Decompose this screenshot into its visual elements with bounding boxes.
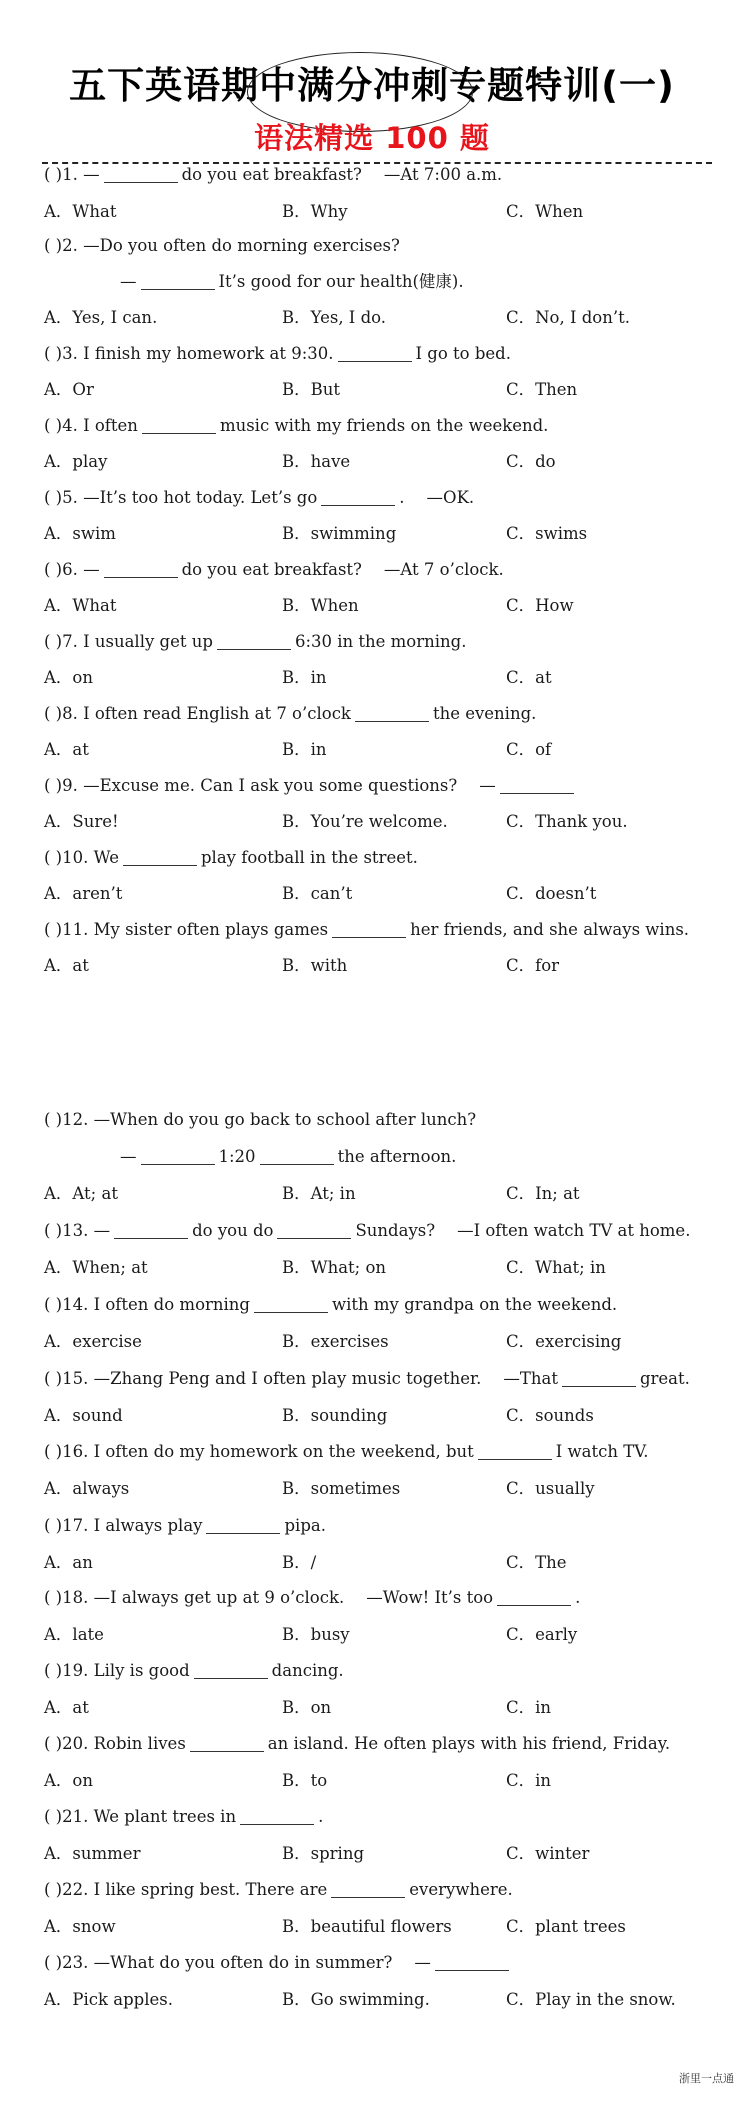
option-c[interactable]: C．exercising (506, 1332, 622, 1351)
answer-blank[interactable] (497, 1589, 571, 1606)
answer-bracket[interactable]: ( )8. (44, 704, 84, 723)
option-c[interactable]: C．winter (506, 1844, 590, 1863)
stem-fragment: I usually get up (83, 632, 213, 651)
option-a[interactable]: A．aren’t (44, 884, 123, 903)
option-b[interactable]: B．busy (282, 1625, 350, 1644)
stem-fragment: I often do my homework on the weekend, but (93, 1442, 474, 1461)
option-b[interactable]: B．sometimes (282, 1479, 401, 1498)
option-a[interactable]: A．Yes, I can. (44, 308, 158, 327)
stem-fragment: — (120, 1147, 137, 1166)
question-text (44, 158, 502, 192)
question-1-options (44, 195, 724, 229)
stem-fragment: Lily is good (93, 1661, 190, 1680)
answer-blank[interactable] (240, 1808, 314, 1825)
page-title: 五下英语期中满分冲刺专题特训(一) (69, 64, 675, 107)
option-c[interactable]: C．When (506, 202, 584, 221)
answer-blank[interactable] (194, 1662, 268, 1679)
question-17-stem (44, 1509, 724, 1543)
answer-bracket[interactable]: ( )21. (44, 1807, 94, 1826)
question-2-options (44, 301, 724, 335)
answer-bracket[interactable]: ( )23. (44, 1953, 94, 1972)
answer-bracket[interactable]: ( )15. (44, 1369, 94, 1388)
stem-fragment: music with my friends on the weekend. (219, 416, 549, 435)
option-c[interactable]: C．In; at (506, 1184, 580, 1203)
stem-fragment: an island. He often plays with his friend, Friday. (267, 1734, 671, 1753)
stem-fragment: —OK. (426, 488, 475, 507)
answer-bracket[interactable]: ( )2. (44, 236, 84, 255)
stem-fragment: —Do you often do morning exercises? (83, 236, 400, 255)
option-a[interactable]: A．What (44, 596, 117, 615)
answer-bracket[interactable]: ( )6. (44, 560, 84, 579)
question-text (44, 1727, 670, 1761)
answer-bracket[interactable]: ( )5. (44, 488, 84, 507)
question-10-options (44, 877, 724, 911)
question-22-stem (44, 1873, 724, 1907)
option-b[interactable]: B．spring (282, 1844, 365, 1863)
question-9-stem (44, 769, 724, 803)
option-b[interactable]: B．What; on (282, 1258, 387, 1277)
option-b[interactable]: B．in (282, 668, 327, 687)
option-c[interactable]: C．swims (506, 524, 588, 543)
stem-fragment: —I often watch TV at home. (457, 1221, 691, 1240)
stem-fragment: do you eat breakfast? (181, 560, 362, 579)
option-c[interactable]: C．usually (506, 1479, 595, 1498)
stem-fragment: —Zhang Peng and I often play music together. (93, 1369, 482, 1388)
option-c[interactable]: C．Then (506, 380, 578, 399)
question-text (44, 337, 511, 371)
question-5-stem (44, 481, 724, 515)
question-13-options (44, 1251, 724, 1285)
question-16-options (44, 1472, 724, 1506)
question-text (44, 769, 578, 803)
stem-fragment: —At 7 o’clock. (383, 560, 504, 579)
answer-blank[interactable] (260, 1148, 334, 1165)
page-subtitle: 语法精选 100 题 (254, 121, 490, 155)
question-text (44, 481, 474, 515)
question-text (44, 1362, 690, 1396)
stem-fragment: I watch TV. (555, 1442, 649, 1461)
question-text (44, 229, 400, 263)
question-11-stem (44, 913, 724, 947)
question-12-options (44, 1177, 724, 1211)
question-text (44, 913, 689, 947)
answer-blank[interactable] (562, 1370, 636, 1387)
question-8-options (44, 733, 724, 767)
stem-fragment: I like spring best. There are (93, 1880, 328, 1899)
answer-bracket[interactable]: ( )10. (44, 848, 94, 867)
question-20-options (44, 1764, 724, 1798)
stem-fragment: the evening. (432, 704, 537, 723)
stem-fragment: pipa. (284, 1516, 326, 1535)
answer-bracket[interactable]: ( )18. (44, 1588, 94, 1607)
option-a[interactable]: A．an (44, 1553, 93, 1572)
option-b[interactable]: B．When (282, 596, 359, 615)
answer-bracket[interactable]: ( )4. (44, 416, 84, 435)
option-a[interactable]: A．swim (44, 524, 116, 543)
answer-bracket[interactable]: ( )20. (44, 1734, 94, 1753)
question-2-stem (44, 265, 724, 299)
answer-blank[interactable] (123, 849, 197, 866)
question-text (44, 1435, 649, 1469)
option-a[interactable]: A．at (44, 740, 89, 759)
question-1-stem (44, 158, 724, 192)
stem-fragment: I finish my homework at 9:30. (83, 344, 334, 363)
option-a[interactable]: A．Sure! (44, 812, 119, 831)
question-4-options (44, 445, 724, 479)
answer-bracket[interactable]: ( )19. (44, 1661, 94, 1680)
question-12-stem (44, 1140, 724, 1174)
stem-fragment: — (120, 272, 137, 291)
stem-fragment: — (83, 560, 100, 579)
stem-fragment: — (93, 1221, 111, 1240)
answer-blank[interactable] (331, 1881, 405, 1898)
answer-blank[interactable] (217, 633, 291, 650)
answer-bracket[interactable]: ( )1. (44, 165, 84, 184)
option-b[interactable]: B．You’re welcome. (282, 812, 448, 831)
option-c[interactable]: C．sounds (506, 1406, 594, 1425)
stem-fragment: her friends, and she always wins. (410, 920, 690, 939)
option-c[interactable]: C．at (506, 668, 552, 687)
stem-fragment: do you eat breakfast? (181, 165, 362, 184)
option-c[interactable]: C．in (506, 1698, 552, 1717)
answer-blank[interactable] (500, 777, 574, 794)
answer-blank[interactable] (332, 921, 406, 938)
question-14-options (44, 1325, 724, 1359)
stem-fragment: the afternoon. (337, 1147, 457, 1166)
question-text (44, 1103, 476, 1137)
option-c[interactable]: C．Thank you. (506, 812, 628, 831)
footer-watermark: 浙里一点通 (679, 2072, 734, 2085)
question-16-stem (44, 1435, 724, 1469)
answer-bracket[interactable]: ( )22. (44, 1880, 94, 1899)
question-3-options (44, 373, 724, 407)
option-a[interactable]: A．When; at (44, 1258, 148, 1277)
question-2-stem (44, 229, 724, 263)
question-7-stem (44, 625, 724, 659)
stem-fragment: —When do you go back to school after lunch? (93, 1110, 477, 1129)
option-b[interactable]: B．At; in (282, 1184, 356, 1203)
stem-fragment: I always play (93, 1516, 203, 1535)
question-text (44, 625, 466, 659)
question-14-stem (44, 1288, 724, 1322)
stem-fragment: —It’s too hot today. Let’s go (83, 488, 318, 507)
question-6-options (44, 589, 724, 623)
option-b[interactable]: B．sounding (282, 1406, 388, 1425)
answer-blank[interactable] (277, 1222, 351, 1239)
stem-fragment: —Excuse me. Can I ask you some questions? (83, 776, 458, 795)
option-c[interactable]: C．plant trees (506, 1917, 626, 1936)
question-21-options (44, 1837, 724, 1871)
answer-blank[interactable] (141, 273, 215, 290)
question-19-options (44, 1691, 724, 1725)
stem-fragment: . (399, 488, 405, 507)
question-23-options (44, 1983, 724, 2017)
question-19-stem (44, 1654, 724, 1688)
option-a[interactable]: A．Pick apples. (44, 1990, 173, 2009)
option-c[interactable]: C．in (506, 1771, 552, 1790)
question-text (44, 1654, 344, 1688)
stem-fragment: We plant trees in (93, 1807, 237, 1826)
answer-blank[interactable] (206, 1517, 280, 1534)
question-5-options (44, 517, 724, 551)
answer-bracket[interactable]: ( )14. (44, 1295, 94, 1314)
option-a[interactable]: A．late (44, 1625, 104, 1644)
question-text (44, 841, 418, 875)
answer-blank[interactable] (114, 1222, 188, 1239)
option-a[interactable]: A．What (44, 202, 117, 221)
option-a[interactable]: A．always (44, 1479, 130, 1498)
question-22-options (44, 1910, 724, 1944)
stem-fragment: —That (503, 1369, 558, 1388)
option-b[interactable]: B．But (282, 380, 341, 399)
question-text (44, 1800, 323, 1834)
answer-blank[interactable] (104, 561, 178, 578)
stem-fragment: —At 7:00 a.m. (383, 165, 503, 184)
option-a[interactable]: A．exercise (44, 1332, 142, 1351)
answer-blank[interactable] (254, 1296, 328, 1313)
option-a[interactable]: A．at (44, 1698, 89, 1717)
question-text (44, 1873, 513, 1907)
answer-bracket[interactable]: ( )11. (44, 920, 94, 939)
option-c[interactable]: C．No, I don’t. (506, 308, 630, 327)
option-c[interactable]: C．for (506, 956, 560, 975)
answer-blank[interactable] (478, 1443, 552, 1460)
answer-bracket[interactable]: ( )13. (44, 1221, 94, 1240)
stem-fragment: — (83, 165, 100, 184)
question-12-stem (44, 1103, 724, 1137)
question-13-stem (44, 1214, 724, 1248)
answer-blank[interactable] (190, 1735, 264, 1752)
option-b[interactable]: B．swimming (282, 524, 397, 543)
option-c[interactable]: C．doesn’t (506, 884, 597, 903)
stem-fragment: —Wow! It’s too (366, 1588, 494, 1607)
answer-bracket[interactable]: ( )16. (44, 1442, 94, 1461)
question-text (44, 1946, 513, 1980)
option-b[interactable]: B．/ (282, 1553, 317, 1572)
stem-fragment: My sister often plays games (93, 920, 329, 939)
option-b[interactable]: B．exercises (282, 1332, 389, 1351)
stem-fragment: 1:20 (218, 1147, 256, 1166)
answer-bracket[interactable]: ( )3. (44, 344, 84, 363)
stem-fragment: I often (83, 416, 138, 435)
answer-bracket[interactable]: ( )12. (44, 1110, 94, 1129)
option-b[interactable]: B．beautiful flowers (282, 1917, 452, 1936)
option-b[interactable]: B．in (282, 740, 327, 759)
option-a[interactable]: A．on (44, 1771, 93, 1790)
stem-fragment: dancing. (271, 1661, 344, 1680)
question-4-stem (44, 409, 724, 443)
question-11-options (44, 949, 724, 983)
option-a[interactable]: A．At; at (44, 1184, 118, 1203)
question-18-options (44, 1618, 724, 1652)
question-6-stem (44, 553, 724, 587)
stem-fragment: —What do you often do in summer? (93, 1953, 393, 1972)
stem-fragment: . (575, 1588, 581, 1607)
option-c[interactable]: C．do (506, 452, 556, 471)
stem-fragment: with my grandpa on the weekend. (331, 1295, 618, 1314)
question-text (44, 697, 536, 731)
option-b[interactable]: B．can’t (282, 884, 353, 903)
question-text (44, 553, 504, 587)
question-18-stem (44, 1581, 724, 1615)
question-text (44, 1581, 580, 1615)
answer-blank[interactable] (104, 166, 178, 183)
option-b[interactable]: B．to (282, 1771, 328, 1790)
option-a[interactable]: A．summer (44, 1844, 141, 1863)
stem-fragment: It’s good for our health(健康). (218, 272, 464, 291)
option-b[interactable]: B．with (282, 956, 348, 975)
stem-fragment: everywhere. (409, 1880, 513, 1899)
stem-fragment: I often read English at 7 o’clock (83, 704, 351, 723)
stem-fragment: Robin lives (93, 1734, 186, 1753)
stem-fragment: We (93, 848, 119, 867)
question-9-options (44, 805, 724, 839)
option-b[interactable]: B．have (282, 452, 351, 471)
answer-bracket[interactable]: ( )9. (44, 776, 84, 795)
question-10-stem (44, 841, 724, 875)
option-a[interactable]: A．on (44, 668, 93, 687)
stem-fragment: —I always get up at 9 o’clock. (93, 1588, 345, 1607)
stem-fragment: great. (639, 1369, 690, 1388)
question-15-stem (44, 1362, 724, 1396)
stem-fragment: play football in the street. (201, 848, 418, 867)
option-c[interactable]: C．Play in the snow. (506, 1990, 676, 2009)
option-a[interactable]: A．at (44, 956, 89, 975)
answer-bracket[interactable]: ( )17. (44, 1516, 94, 1535)
answer-blank[interactable] (435, 1954, 509, 1971)
option-b[interactable]: B．Yes, I do. (282, 308, 387, 327)
answer-bracket[interactable]: ( )7. (44, 632, 84, 651)
question-15-options (44, 1399, 724, 1433)
question-8-stem (44, 697, 724, 731)
option-a[interactable]: A．play (44, 452, 108, 471)
question-text (44, 1214, 690, 1248)
question-text (44, 1288, 617, 1322)
stem-fragment: Sundays? (355, 1221, 436, 1240)
stem-fragment: — (414, 1953, 431, 1972)
option-c[interactable]: C．How (506, 596, 574, 615)
answer-blank[interactable] (338, 345, 412, 362)
question-21-stem (44, 1800, 724, 1834)
question-7-options (44, 661, 724, 695)
option-b[interactable]: B．Go swimming. (282, 1990, 430, 2009)
answer-blank[interactable] (321, 489, 395, 506)
answer-blank[interactable] (141, 1148, 215, 1165)
stem-fragment: — (479, 776, 496, 795)
stem-fragment: . (318, 1807, 324, 1826)
answer-blank[interactable] (142, 417, 216, 434)
option-b[interactable]: B．Why (282, 202, 348, 221)
question-text (120, 265, 464, 299)
answer-blank[interactable] (355, 705, 429, 722)
stem-fragment: I go to bed. (415, 344, 511, 363)
option-c[interactable]: C．The (506, 1553, 567, 1572)
option-c[interactable]: C．early (506, 1625, 578, 1644)
question-17-options (44, 1546, 724, 1580)
option-a[interactable]: A．Or (44, 380, 94, 399)
stem-fragment: do you do (192, 1221, 274, 1240)
question-20-stem (44, 1727, 724, 1761)
stem-fragment: I often do morning (93, 1295, 250, 1314)
option-c[interactable]: C．of (506, 740, 552, 759)
option-b[interactable]: B．on (282, 1698, 332, 1717)
question-23-stem (44, 1946, 724, 1980)
question-3-stem (44, 337, 724, 371)
question-text (44, 1509, 326, 1543)
question-text (44, 409, 548, 443)
option-a[interactable]: A．snow (44, 1917, 116, 1936)
option-c[interactable]: C．What; in (506, 1258, 606, 1277)
question-text (120, 1140, 456, 1174)
option-a[interactable]: A．sound (44, 1406, 123, 1425)
stem-fragment: 6:30 in the morning. (294, 632, 467, 651)
